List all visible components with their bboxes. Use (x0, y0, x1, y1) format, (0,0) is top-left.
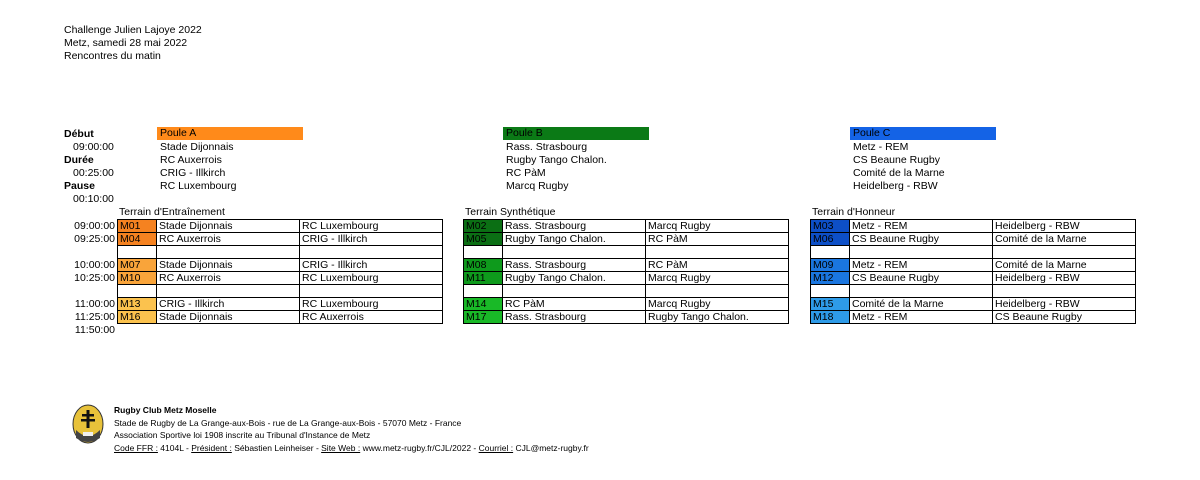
table-gap-row (811, 246, 1136, 259)
home-team: Metz - REM (850, 311, 993, 324)
header-title: Challenge Julien Lajoye 2022 (64, 24, 202, 36)
poule-header: Poule A (157, 127, 303, 140)
home-team: CRIG - Illkirch (157, 298, 300, 311)
empty-cell (157, 285, 300, 298)
home-team: RC PàM (503, 298, 646, 311)
away-team: Heidelberg - RBW (993, 220, 1136, 233)
empty-cell (993, 285, 1136, 298)
empty-cell (646, 285, 789, 298)
footer-site-link[interactable]: www.metz-rugby.fr/CJL/2022 - (360, 442, 479, 453)
match-time: 10:00:00 (74, 259, 115, 271)
poule-header: Poule B (503, 127, 649, 140)
away-team: Marcq Rugby (646, 298, 789, 311)
footer (114, 404, 589, 454)
match-time: 11:25:00 (74, 311, 115, 323)
table-gap-row (811, 285, 1136, 298)
table-gap-row (118, 246, 443, 259)
match-code: M03 (811, 220, 850, 233)
footer-contact-line (114, 442, 589, 455)
home-team: Metz - REM (850, 220, 993, 233)
table-row (811, 220, 1136, 233)
table-row (118, 311, 443, 324)
away-team: CRIG - Illkirch (300, 259, 443, 272)
match-time: 11:00:00 (74, 298, 115, 310)
away-team: CS Beaune Rugby (993, 311, 1136, 324)
header-date: Metz, samedi 28 mai 2022 (64, 37, 188, 49)
empty-cell (811, 285, 850, 298)
home-team: Stade Dijonnais (157, 220, 300, 233)
match-code: M17 (464, 311, 503, 324)
match-code: M02 (464, 220, 503, 233)
footer-president-value: Sébastien Leinheiser - (231, 442, 322, 453)
poule-team: Stade Dijonnais (160, 141, 234, 153)
away-team: RC Luxembourg (300, 298, 443, 311)
table-gap-row (118, 285, 443, 298)
match-code: M15 (811, 298, 850, 311)
footer-code-value: 4104L - (157, 442, 192, 453)
empty-cell (157, 246, 300, 259)
empty-cell (300, 285, 443, 298)
poule-team: Marcq Rugby (506, 180, 569, 192)
pause-value: 00:10:00 (73, 193, 114, 205)
home-team: Stade Dijonnais (157, 259, 300, 272)
match-code: M07 (118, 259, 157, 272)
poule-team: CS Beaune Rugby (853, 154, 940, 166)
home-team: Rass. Strasbourg (503, 259, 646, 272)
home-team: Stade Dijonnais (157, 311, 300, 324)
terrain-schedule-table (117, 219, 443, 324)
table-row (811, 272, 1136, 285)
empty-cell (503, 285, 646, 298)
poule-team: Rass. Strasbourg (506, 141, 588, 153)
poule-team: Comité de la Marne (853, 167, 945, 179)
table-row (811, 259, 1136, 272)
empty-cell (118, 246, 157, 259)
home-team: Comité de la Marne (850, 298, 993, 311)
footer-president-label: Président : (191, 442, 232, 453)
empty-cell (464, 246, 503, 259)
poule-team: RC Luxembourg (160, 180, 237, 192)
match-time: 11:50:00 (74, 324, 115, 336)
away-team: Marcq Rugby (646, 220, 789, 233)
match-time: 09:25:00 (74, 233, 115, 245)
away-team: Comité de la Marne (993, 259, 1136, 272)
table-gap-row (464, 285, 789, 298)
table-row (464, 220, 789, 233)
table-row (118, 272, 443, 285)
footer-mail-label: Courriel : (478, 442, 514, 453)
match-time: 09:00:00 (74, 220, 115, 232)
away-team: Heidelberg - RBW (993, 272, 1136, 285)
away-team: RC Luxembourg (300, 220, 443, 233)
home-team: Rugby Tango Chalon. (503, 272, 646, 285)
duree-value: 00:25:00 (73, 167, 114, 179)
empty-cell (850, 246, 993, 259)
home-team: Rugby Tango Chalon. (503, 233, 646, 246)
match-code: M06 (811, 233, 850, 246)
terrain-name: Terrain d'Entraînement (119, 206, 225, 218)
empty-cell (811, 246, 850, 259)
match-code: M11 (464, 272, 503, 285)
header-subtitle: Rencontres du matin (64, 50, 161, 62)
match-code: M16 (118, 311, 157, 324)
empty-cell (503, 246, 646, 259)
empty-cell (118, 285, 157, 298)
match-code: M13 (118, 298, 157, 311)
table-row (464, 259, 789, 272)
empty-cell (464, 285, 503, 298)
debut-label: Début (64, 128, 94, 140)
poule-team: Rugby Tango Chalon. (506, 154, 607, 166)
footer-mail-link[interactable]: CJL@metz-rugby.fr (513, 442, 589, 453)
terrain-schedule-table (463, 219, 789, 324)
table-row (464, 311, 789, 324)
table-row (118, 220, 443, 233)
match-code: M04 (118, 233, 157, 246)
table-row (464, 298, 789, 311)
terrain-schedule-table (810, 219, 1136, 324)
away-team: Heidelberg - RBW (993, 298, 1136, 311)
footer-code-label: Code FFR : (114, 442, 158, 453)
away-team: CRIG - Illkirch (300, 233, 443, 246)
away-team: Marcq Rugby (646, 272, 789, 285)
terrain-name: Terrain d'Honneur (812, 206, 896, 218)
table-row (464, 272, 789, 285)
debut-value: 09:00:00 (73, 141, 114, 153)
match-code: M05 (464, 233, 503, 246)
footer-site-label: Site Web : (321, 442, 361, 453)
empty-cell (993, 246, 1136, 259)
poule-team: RC PàM (506, 167, 546, 179)
away-team: RC Auxerrois (300, 311, 443, 324)
footer-association: Association Sportive loi 1908 inscrite au Tribunal d'Instance de Metz (114, 430, 371, 440)
match-code: M18 (811, 311, 850, 324)
table-gap-row (464, 246, 789, 259)
match-code: M14 (464, 298, 503, 311)
match-code: M12 (811, 272, 850, 285)
table-row (118, 233, 443, 246)
match-code: M10 (118, 272, 157, 285)
terrain-name: Terrain Synthétique (465, 206, 556, 218)
table-row (811, 298, 1136, 311)
footer-club-name: Rugby Club Metz Moselle (114, 405, 217, 415)
home-team: CS Beaune Rugby (850, 233, 993, 246)
empty-cell (850, 285, 993, 298)
footer-address: Stade de Rugby de La Grange-aux-Bois - rue de La Grange-aux-Bois - 57070 Metz - France (114, 417, 462, 428)
duree-label: Durée (64, 154, 94, 166)
away-team: RC PàM (646, 233, 789, 246)
match-code: M08 (464, 259, 503, 272)
home-team: Rass. Strasbourg (503, 220, 646, 233)
match-code: M01 (118, 220, 157, 233)
table-row (811, 311, 1136, 324)
poule-team: RC Auxerrois (160, 154, 222, 166)
poule-team: Heidelberg - RBW (853, 180, 938, 192)
home-team: Metz - REM (850, 259, 993, 272)
table-row (811, 233, 1136, 246)
poule-team: CRIG - Illkirch (160, 167, 226, 179)
poule-team: Metz - REM (853, 141, 909, 153)
club-logo-icon (72, 404, 104, 444)
away-team: Rugby Tango Chalon. (646, 311, 789, 324)
table-row (118, 259, 443, 272)
away-team: Comité de la Marne (993, 233, 1136, 246)
away-team: RC Luxembourg (300, 272, 443, 285)
match-time: 10:25:00 (74, 272, 115, 284)
home-team: CS Beaune Rugby (850, 272, 993, 285)
home-team: RC Auxerrois (157, 272, 300, 285)
pause-label: Pause (64, 180, 95, 192)
match-code: M09 (811, 259, 850, 272)
home-team: Rass. Strasbourg (503, 311, 646, 324)
away-team: RC PàM (646, 259, 789, 272)
poule-header: Poule C (850, 127, 996, 140)
empty-cell (646, 246, 789, 259)
table-row (118, 298, 443, 311)
empty-cell (300, 246, 443, 259)
home-team: RC Auxerrois (157, 233, 300, 246)
document-header (64, 24, 202, 63)
table-row (464, 233, 789, 246)
